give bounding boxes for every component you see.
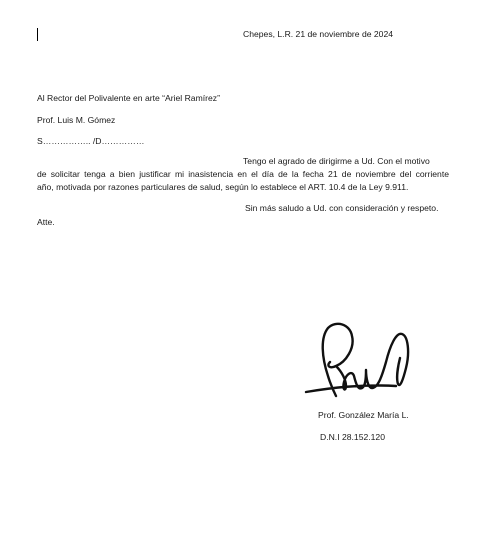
recipient-salutation: S…………….. /D…………… xyxy=(37,136,145,146)
handwritten-signature xyxy=(300,316,425,401)
signer-name: Prof. González María L. xyxy=(318,410,409,420)
signer-id: D.N.I 28.152.120 xyxy=(320,432,385,442)
text-cursor xyxy=(37,28,38,41)
body-line-1: Tengo el agrado de dirigirme a Ud. Con el motivo xyxy=(243,156,430,166)
letter-closing: Sin más saludo a Ud. con consideración y respeto. xyxy=(245,203,439,213)
body-line-2: de solicitar tenga a bien justificar mi inasistencia en el día de la fecha 21 de noviembre del corriente xyxy=(37,169,449,179)
recipient-institution: Al Rector del Polivalente en arte “Ariel Ramírez” xyxy=(37,93,220,103)
letter-body xyxy=(37,157,449,196)
body-line-3: año, motivada por razones particulares de salud, según lo establece el ART. 10.4 de la Ley 9.911. xyxy=(37,182,409,192)
letter-sign-off: Atte. xyxy=(37,217,55,227)
recipient-name: Prof. Luis M. Gómez xyxy=(37,115,116,125)
letter-date: Chepes, L.R. 21 de noviembre de 2024 xyxy=(243,29,394,39)
